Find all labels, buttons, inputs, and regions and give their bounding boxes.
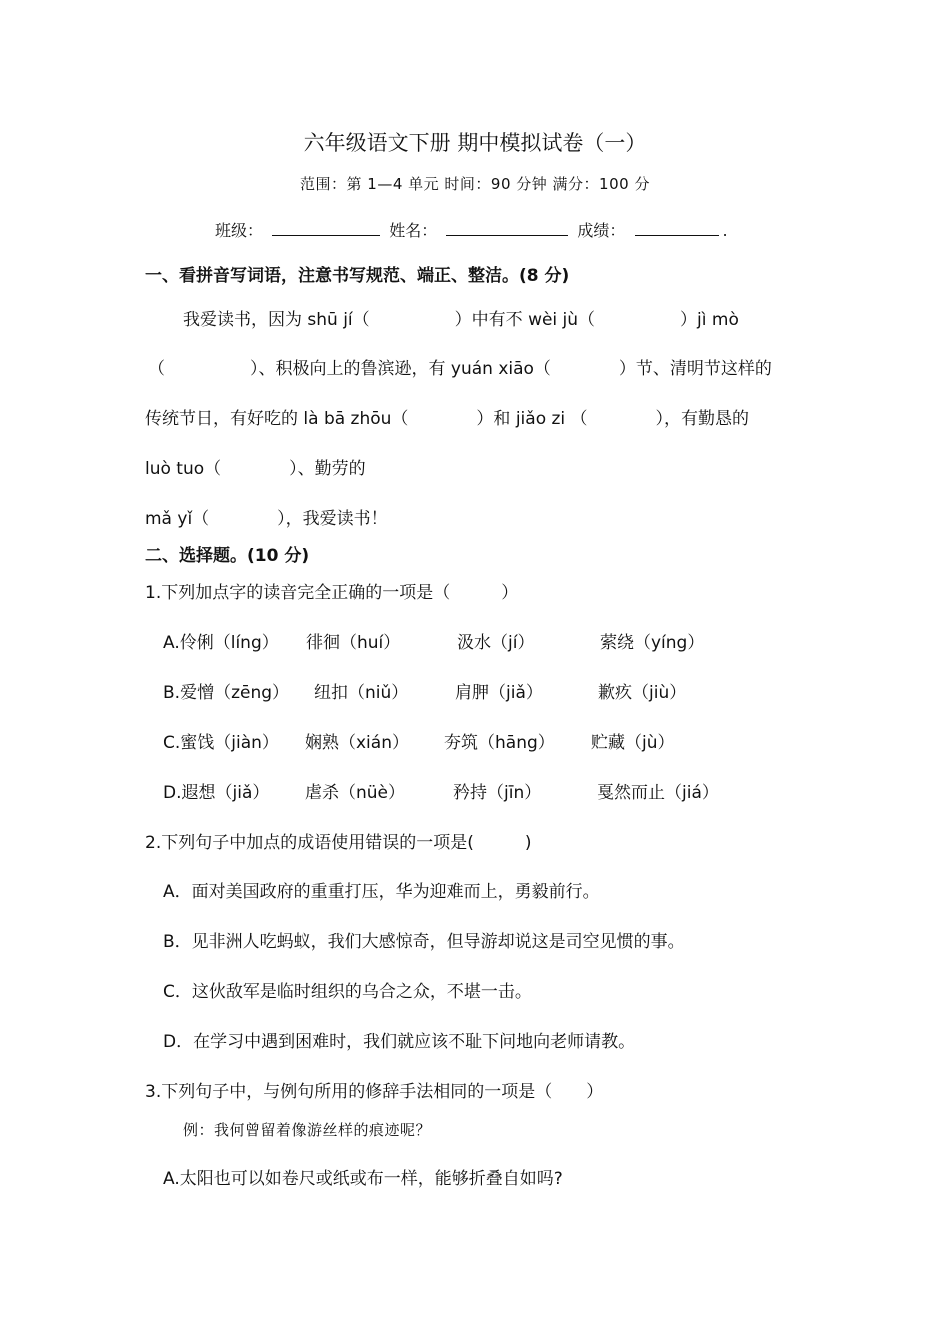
q1-option-a-2: 徘徊（huí）: [306, 633, 401, 653]
section1-heading: 一、看拼音写词语，注意书写规范、端正、整洁。(8 分): [145, 266, 570, 286]
name-blank[interactable]: [446, 217, 568, 236]
q1-option-b-2: 纽扣（niǔ）: [314, 683, 409, 703]
q2-option-a: A．面对美国政府的重重打压，华为迎难而上，勇毅前行。: [163, 882, 600, 902]
section1-line-5: mǎ yǐ（ ），我爱读书！: [145, 509, 388, 529]
q1-option-b-1: B.爱憎（zēng）: [163, 683, 290, 703]
q1-option-d-4: 戛然而止（jiá）: [597, 783, 719, 803]
score-blank[interactable]: [635, 217, 719, 236]
q1-stem: 1.下列加点字的读音完全正确的一项是（ ）: [145, 583, 519, 603]
q1-option-a-3: 汲水（jí）: [457, 633, 535, 653]
q1-option-d-1: D.遐想（jiǎ）: [163, 783, 270, 803]
name-label: 姓名：: [389, 221, 438, 240]
q2-option-c: C．这伙敌军是临时组织的乌合之众，不堪一击。: [163, 982, 532, 1002]
q3-option-a: A.太阳也可以如卷尺或纸或布一样，能够折叠自如吗?: [163, 1169, 563, 1189]
q2-option-d: D．在学习中遇到困难时，我们就应该不耻下问地向老师请教。: [163, 1032, 636, 1052]
q1-option-c-1: C.蜜饯（jiàn）: [163, 733, 279, 753]
q1-option-d-3: 矜持（jīn）: [453, 783, 542, 803]
q1-option-b-4: 歉疚（jiù）: [598, 683, 687, 703]
q1-option-d-2: 虐杀（nüè）: [305, 783, 406, 803]
section1-line-3: 传统节日，有好吃的 là bā zhōu（ ）和 jiǎo zi （ ），有勤恳的: [145, 409, 750, 429]
q2-stem: 2.下列句子中加点的成语使用错误的一项是( ): [145, 833, 532, 853]
q1-option-c-4: 贮藏（jù）: [591, 733, 675, 753]
section1-line-4: luò tuo（ ）、勤劳的: [145, 459, 366, 479]
score-label: 成绩：: [577, 221, 626, 240]
page-title: 六年级语文下册 期中模拟试卷（一）: [303, 131, 647, 155]
section1-line-1: 我爱读书，因为 shū jí（ ）中有不 wèi jù（ ）jì mò: [183, 310, 739, 330]
section1-line-2: （ ）、积极向上的鲁滨逊，有 yuán xiāo（ ）节、清明节这样的: [148, 359, 772, 379]
class-label: 班级：: [215, 221, 264, 240]
q2-option-b: B．见非洲人吃蚂蚁，我们大感惊奇，但导游却说这是司空见惯的事。: [163, 932, 685, 952]
q1-option-a-1: A.伶俐（líng）: [163, 633, 279, 653]
q1-option-c-3: 夯筑（hāng）: [444, 733, 555, 753]
q3-example: 例：我何曾留着像游丝样的痕迹呢？: [183, 1121, 432, 1139]
q1-option-c-2: 娴熟（xián）: [305, 733, 409, 753]
section2-heading: 二、选择题。(10 分): [145, 546, 310, 566]
q1-option-a-4: 萦绕（yíng）: [600, 633, 705, 653]
class-blank[interactable]: [272, 217, 380, 236]
info-end: .: [722, 221, 728, 240]
exam-meta: 范围：第 1—4 单元 时间：90 分钟 满分：100 分: [300, 175, 650, 193]
q1-option-b-3: 肩胛（jiǎ）: [455, 683, 543, 703]
q3-stem: 3.下列句子中，与例句所用的修辞手法相同的一项是（ ）: [145, 1082, 604, 1102]
student-info-row: [215, 217, 728, 241]
